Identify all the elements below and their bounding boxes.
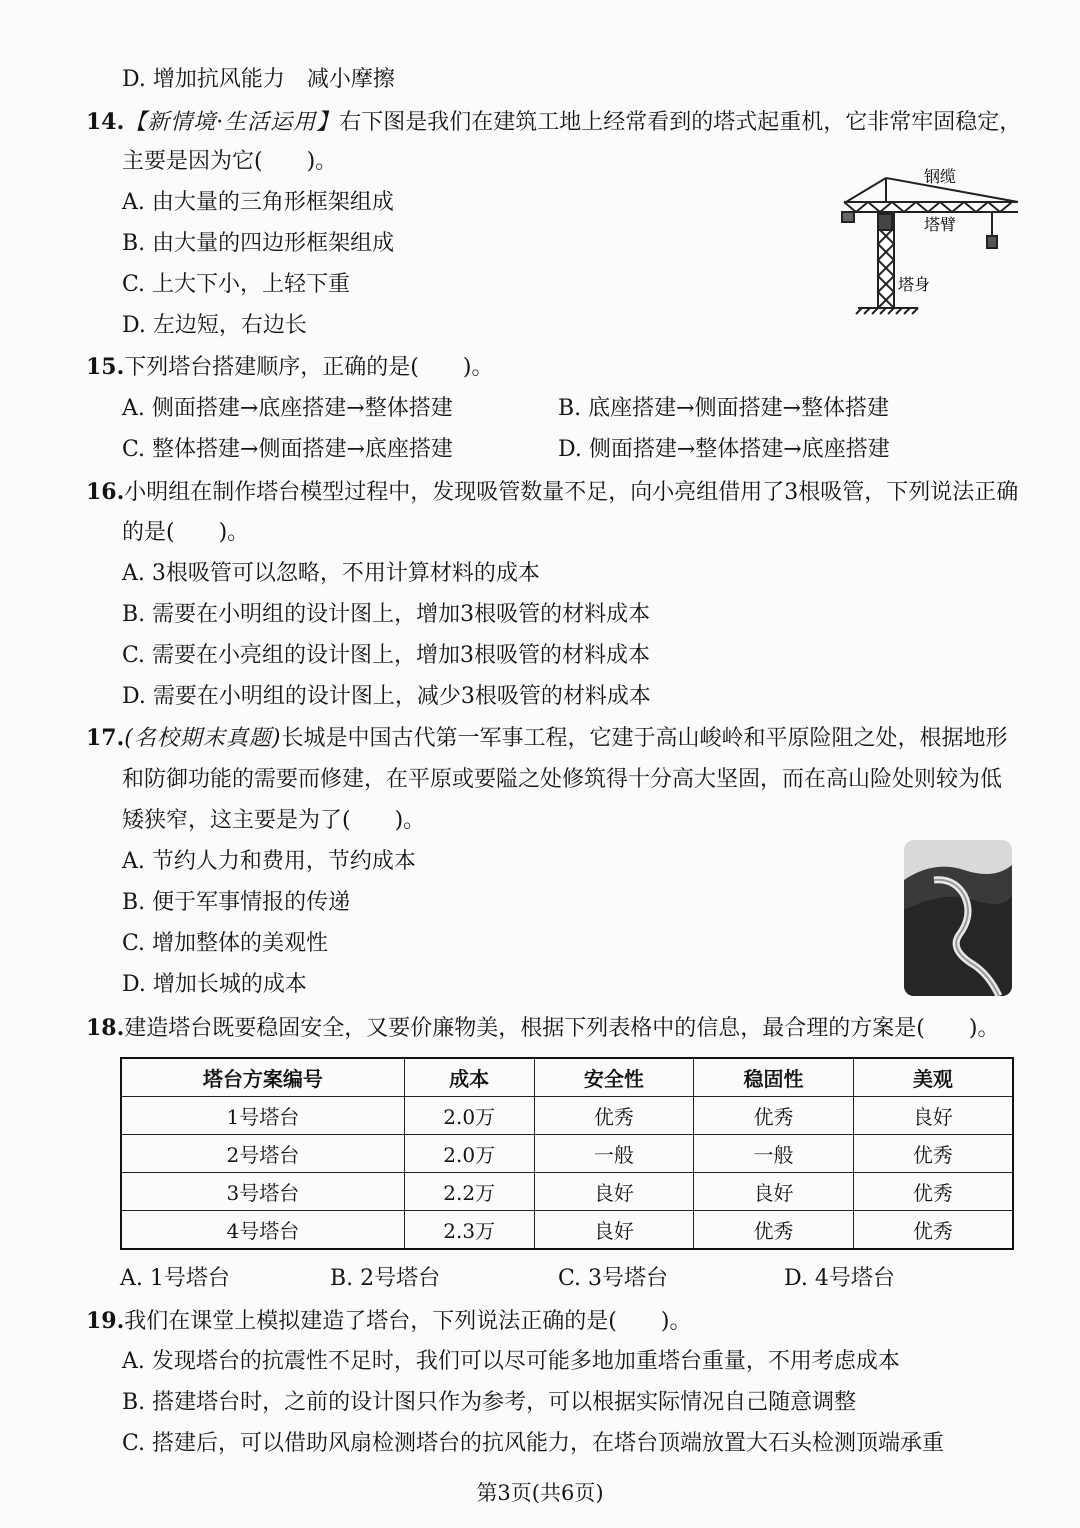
table-cell: 2.2万: [404, 1173, 534, 1211]
q19-stem: [86, 1306, 691, 1337]
q14-tag: 【新情境·生活运用】: [124, 110, 340, 135]
q14-stem-line1: [86, 107, 1021, 138]
table-header: 塔台方案编号: [121, 1058, 404, 1097]
table-cell: 优秀: [853, 1173, 1013, 1211]
q16-option-c[interactable]: C. 需要在小亮组的设计图上，增加3根吸管的材料成本: [122, 643, 651, 668]
q17-option-c[interactable]: C. 增加整体的美观性: [122, 931, 329, 956]
q15-option-a[interactable]: A. 侧面搭建→底座搭建→整体搭建: [122, 396, 453, 421]
q15-option-b[interactable]: B. 底座搭建→侧面搭建→整体搭建: [558, 396, 890, 421]
q17-tag: (名校期末真题): [124, 726, 282, 751]
q16-option-a[interactable]: A. 3根吸管可以忽略，不用计算材料的成本: [122, 561, 540, 586]
q14-stem-line2: 主要是因为它( )。: [122, 149, 338, 174]
q18-option-d[interactable]: D. 4号塔台: [784, 1266, 895, 1291]
table-cell: 3号塔台: [121, 1173, 404, 1211]
q16-stem-text: 小明组在制作塔台模型过程中，发现吸管数量不足，向小亮组借用了3根吸管，下列说法正确: [124, 480, 1019, 505]
table-cell: 优秀: [853, 1211, 1013, 1250]
table-cell: 1号塔台: [121, 1097, 404, 1135]
q18-option-a[interactable]: A. 1号塔台: [120, 1266, 230, 1291]
table-header: 稳固性: [694, 1058, 854, 1097]
q19-stem-text: 我们在课堂上模拟建造了塔台，下列说法正确的是( )。: [124, 1309, 692, 1334]
q14-option-c[interactable]: C. 上大下小，上轻下重: [122, 272, 351, 297]
q14-number: 14.: [86, 109, 125, 135]
q17-option-d[interactable]: D. 增加长城的成本: [122, 972, 307, 997]
table-cell: 优秀: [853, 1135, 1013, 1173]
great-wall-photo: [904, 840, 1012, 996]
table-cell: 2号塔台: [121, 1135, 404, 1173]
table-cell: 2.0万: [404, 1097, 534, 1135]
q19-number: 19.: [86, 1308, 125, 1334]
table-row: [121, 1211, 1013, 1250]
q18-option-b[interactable]: B. 2号塔台: [330, 1266, 441, 1291]
crane-label-body: 塔身: [898, 275, 931, 294]
q18-stem: [86, 1013, 999, 1044]
table-cell: 良好: [534, 1211, 694, 1250]
q19-option-b[interactable]: B. 搭建塔台时，之前的设计图只作为参考，可以根据实际情况自己随意调整: [122, 1390, 857, 1415]
q18-option-c[interactable]: C. 3号塔台: [558, 1266, 669, 1291]
table-cell: 4号塔台: [121, 1211, 404, 1250]
q14-option-a[interactable]: A. 由大量的三角形框架组成: [122, 190, 394, 215]
table-cell: 良好: [534, 1173, 694, 1211]
table-cell: 良好: [853, 1097, 1013, 1135]
q15-number: 15.: [86, 354, 125, 380]
q15-stem-text: 下列塔台搭建顺序，正确的是( )。: [124, 355, 494, 380]
q18-stem-text: 建造塔台既要稳固安全，又要价廉物美，根据下列表格中的信息，最合理的方案是( )。: [124, 1016, 1000, 1041]
page-footer: 第3页(共6页): [476, 1481, 604, 1505]
table-header: 美观: [853, 1058, 1013, 1097]
q19-option-a[interactable]: A. 发现塔台的抗震性不足时，我们可以尽可能多地加重塔台重量，不用考虑成本: [122, 1349, 900, 1374]
q17-option-b[interactable]: B. 便于军事情报的传递: [122, 890, 351, 915]
q17-number: 17.: [86, 725, 125, 751]
q19-option-c[interactable]: C. 搭建后，可以借助风扇检测塔台的抗风能力，在塔台顶端放置大石头检测顶端承重: [122, 1431, 945, 1456]
crane-label-arm: 塔臂: [924, 215, 957, 234]
q16-option-d[interactable]: D. 需要在小明组的设计图上，减少3根吸管的材料成本: [122, 684, 651, 709]
q16-number: 16.: [86, 479, 125, 505]
q16-option-b[interactable]: B. 需要在小明组的设计图上，增加3根吸管的材料成本: [122, 602, 651, 627]
table-row: [121, 1173, 1013, 1211]
tower-plan-table: [120, 1057, 1014, 1250]
table-cell: 良好: [694, 1173, 854, 1211]
q14-stem-text: 右下图是我们在建筑工地上经常看到的塔式起重机，它非常牢固稳定，: [339, 110, 1022, 135]
table-cell: 一般: [534, 1135, 694, 1173]
table-cell: 优秀: [694, 1097, 854, 1135]
table-cell: 优秀: [694, 1211, 854, 1250]
table-cell: 2.0万: [404, 1135, 534, 1173]
table-cell: 2.3万: [404, 1211, 534, 1250]
table-header: 成本: [404, 1058, 534, 1097]
q15-stem: [86, 352, 493, 383]
q13-option-d: D. 增加抗风能力 减小摩擦: [122, 67, 395, 92]
table-header-row: [121, 1058, 1013, 1097]
crane-label-cable: 钢缆: [924, 168, 957, 186]
q17-stem-line1: [86, 723, 1007, 754]
q18-number: 18.: [86, 1015, 125, 1041]
q17-stem-line2: 和防御功能的需要而修建，在平原或要隘之处修筑得十分高大坚固，而在高山险处则较为低: [122, 767, 1003, 792]
q17-option-a[interactable]: A. 节约人力和费用，节约成本: [122, 849, 416, 874]
q15-option-d[interactable]: D. 侧面搭建→整体搭建→底座搭建: [558, 437, 890, 462]
q16-stem-line1: [86, 477, 1018, 508]
q15-option-c[interactable]: C. 整体搭建→侧面搭建→底座搭建: [122, 437, 453, 462]
table-cell: 优秀: [534, 1097, 694, 1135]
tower-crane-figure: [838, 168, 1030, 318]
q17-stem-line3: 矮狭窄，这主要是为了( )。: [122, 808, 426, 833]
q17-stem-text: 长城是中国古代第一军事工程，它建于高山峻岭和平原险阻之处，根据地形: [281, 726, 1008, 751]
table-row: [121, 1135, 1013, 1173]
table-cell: 一般: [694, 1135, 854, 1173]
q14-option-b[interactable]: B. 由大量的四边形框架组成: [122, 231, 395, 256]
q16-stem-line2: 的是( )。: [122, 520, 250, 545]
q14-option-d[interactable]: D. 左边短，右边长: [122, 313, 307, 338]
table-header: 安全性: [534, 1058, 694, 1097]
table-row: [121, 1097, 1013, 1135]
